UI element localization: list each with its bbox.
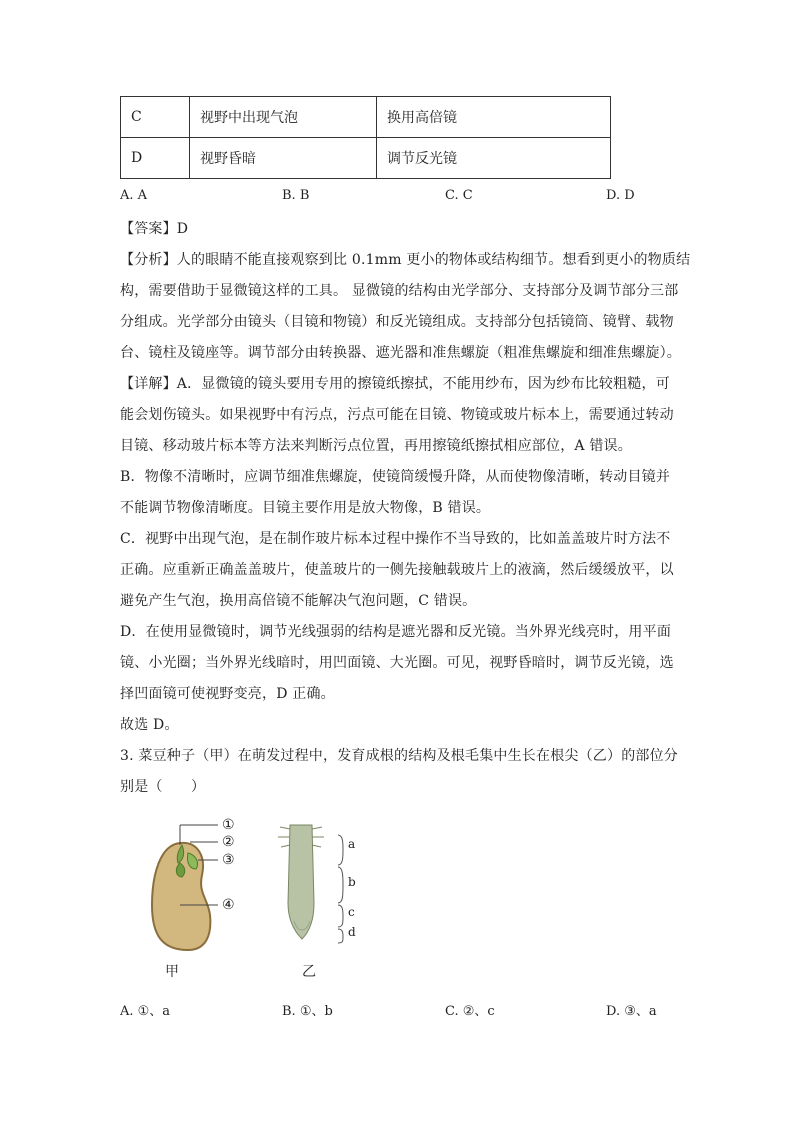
q3-choice-a: A. ①、a bbox=[120, 1004, 171, 1019]
row-problem-cell: 视野昏暗 bbox=[190, 138, 377, 179]
table-row bbox=[121, 97, 611, 138]
question-line: 别是（ ） bbox=[120, 779, 206, 795]
root-label-b: b bbox=[348, 875, 356, 889]
question-line: 3. 菜豆种子（甲）在萌发过程中，发育成根的结构及根毛集中生长在根尖（乙）的部位分 bbox=[120, 748, 679, 764]
detail-line: 正确。应重新正确盖盖玻片，使盖玻片的一侧先接触载玻片上的液滴，然后缓缓放平，以 bbox=[120, 562, 674, 578]
detail-line: B．物像不清晰时，应调节细准焦螺旋，使镜筒缓慢升降，从而使物像清晰，转动目镜并 bbox=[120, 469, 671, 485]
row-letter-cell: C bbox=[121, 97, 190, 138]
analysis-line: 构，需要借助于显微镜这样的工具。 显微镜的结构由光学部分、支持部分及调节部分三部 bbox=[120, 283, 679, 299]
detail-line: 目镜、移动玻片标本等方法来判断污点位置，再用擦镜纸擦拭相应部位，A 错误。 bbox=[120, 438, 632, 454]
detail-paragraph bbox=[120, 369, 680, 741]
root-label-d: d bbox=[348, 925, 356, 939]
figure-caption-jia: 甲 bbox=[165, 964, 179, 980]
seed-and-root-figure bbox=[140, 815, 380, 985]
detail-line: 镜、小光圈；当外界光线暗时，用凹面镜、大光圈。可见，视野昏暗时，调节反光镜，选 bbox=[120, 655, 674, 671]
q2-choice-a: A. A bbox=[120, 188, 148, 203]
seed-label-3: ③ bbox=[222, 852, 235, 868]
q3-choices bbox=[120, 1000, 657, 1022]
analysis-paragraph bbox=[120, 245, 691, 369]
detail-line: 择凹面镜可使视野变亮，D 正确。 bbox=[120, 686, 335, 702]
detail-line: 避免产生气泡，换用高倍镜不能解决气泡问题，C 错误。 bbox=[120, 593, 477, 609]
row-action-cell: 调节反光镜 bbox=[377, 138, 611, 179]
figure-caption-yi: 乙 bbox=[302, 964, 316, 980]
analysis-line: 分组成。光学部分由镜头（目镜和物镜）和反光镜组成。支持部分包括镜筒、镜臂、载物 bbox=[120, 314, 674, 330]
table-row bbox=[121, 138, 611, 179]
q3-choice-d: D. ③、a bbox=[606, 1004, 657, 1019]
analysis-line: 【分析】人的眼睛不能直接观察到比 0.1mm 更小的物体或结构细节。想看到更小的物质结 bbox=[120, 252, 691, 268]
detail-line: 【详解】A．显微镜的镜头要用专用的擦镜纸擦拭，不能用纱布，因为纱布比较粗糙，可 bbox=[120, 376, 670, 392]
answer-line: 【答案】D bbox=[120, 221, 189, 237]
options-table bbox=[120, 96, 611, 179]
figure-svg bbox=[140, 815, 380, 985]
q2-choice-b: B. B bbox=[282, 188, 310, 203]
root-label-a: a bbox=[348, 837, 356, 851]
seed-label-4: ④ bbox=[222, 897, 235, 913]
q3-choice-b: B. ①、b bbox=[282, 1004, 333, 1019]
row-letter-cell: D bbox=[121, 138, 190, 179]
detail-line: 不能调节物像清晰度。目镜主要作用是放大物像，B 错误。 bbox=[120, 500, 491, 516]
seed-label-1: ① bbox=[222, 817, 235, 833]
root-brackets bbox=[338, 835, 343, 943]
detail-line: D．在使用显微镜时，调节光线强弱的结构是遮光器和反光镜。当外界光线亮时，用平面 bbox=[120, 624, 672, 640]
detail-line: C．视野中出现气泡，是在制作玻片标本过程中操作不当导致的，比如盖盖玻片时方法不 bbox=[120, 531, 671, 547]
q2-choice-c: C. C bbox=[445, 188, 473, 203]
q2-choice-d: D. D bbox=[606, 188, 635, 203]
row-action-cell: 换用高倍镜 bbox=[377, 97, 611, 138]
q3-choice-c: C. ②、c bbox=[445, 1004, 495, 1019]
row-problem-cell: 视野中出现气泡 bbox=[190, 97, 377, 138]
q2-choices bbox=[120, 188, 640, 210]
detail-line: 能会划伤镜头。如果视野中有污点，污点可能在目镜、物镜或玻片标本上，需要通过转动 bbox=[120, 407, 674, 423]
seed-label-2: ② bbox=[222, 834, 235, 850]
detail-line: 故选 D。 bbox=[120, 717, 179, 733]
question-3-stem bbox=[120, 741, 680, 803]
root-label-c: c bbox=[348, 905, 355, 919]
analysis-line: 台、镜柱及镜座等。调节部分由转换器、遮光器和准焦螺旋（粗准焦螺旋和细准焦螺旋）。 bbox=[120, 345, 681, 361]
